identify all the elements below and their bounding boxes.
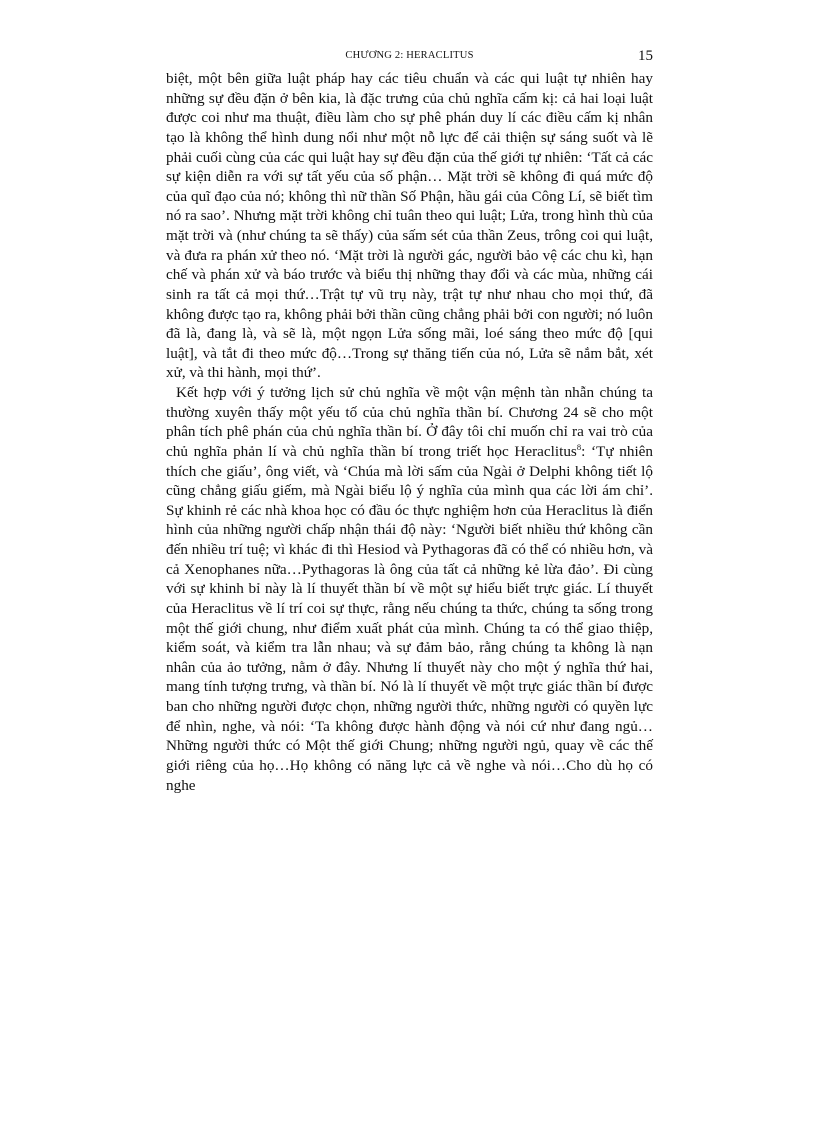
body-text bbox=[166, 69, 653, 795]
page-number: 15 bbox=[638, 48, 653, 64]
paragraph-1: biệt, một bên giữa luật pháp hay các tiêu chuẩn và các qui luật tự nhiên hay những sự đều đặn ở bên kia, là đặc trưng của chủ nghĩa cấm kị: cả hai loại luật được coi như ma thuật, điều làm cho sự phê phán duy lí các điều cấm kị nhân tạo là không thể hình dung nổi như một nỗ lực để cải thiện sự sáng suốt và lẽ phải cuối cùng của các qui luật hay sự đều đặn của thế giới tự nhiên: ‘Tất cả các sự kiện diễn ra với sự tất yếu của số phận… Mặt trời sẽ không đi quá mức độ của quĩ đạo của nó; không thì nữ thần Số Phận, hầu gái của Công Lí, sẽ biết tìm nó ra sao’. Nhưng mặt trời không chỉ tuân theo qui luật; Lửa, trong hình thù của mặt trời và (như chúng ta sẽ thấy) của sấm sét của thần Zeus, trông coi qui luật, và đưa ra phán xử theo nó. ‘Mặt trời là người gác, người bảo vệ các chu kì, hạn chế và phán xử và báo trước và biểu thị những thay đổi và các mùa, những cái sinh ra tất cả mọi thứ…Trật tự vũ trụ này, trật tự như nhau cho mọi thứ, đã không được tạo ra, không phải bởi thần cũng chẳng phải bởi con người; nó luôn đã là, đang là, và sẽ là, một ngọn Lửa sống mãi, loé sáng theo mức độ [qui luật], và tắt đi theo mức độ…Trong sự thăng tiến của nó, Lửa sẽ nắm bắt, xét xử, và thi hành, mọi thứ’. bbox=[166, 70, 653, 382]
footnote-marker: 8 bbox=[576, 441, 582, 452]
paragraph-2-text-before: Kết hợp với ý tưởng lịch sử chủ nghĩa về một vận mệnh tàn nhẫn chúng ta thường xuyên thấy một yếu tố của chủ nghĩa thần bí. Chương 24 sẽ cho một phân tích phê phán của chủ nghĩa thần bí. Ở đây tôi chỉ muốn chỉ ra vai trò của chủ nghĩa phản lí và chủ nghĩa thần bí trong triết học Heraclitus bbox=[166, 384, 653, 460]
page-header bbox=[166, 48, 653, 68]
running-head: CHƯƠNG 2: HERACLITUS bbox=[345, 50, 474, 61]
paragraph-2-text-after: : ‘Tự nhiên thích che giấu’, ông viết, và ‘Chúa mà lời sấm của Ngài ở Delphi không tiết lộ cũng chẳng giấu giếm, mà Ngài biểu lộ ý nghĩa của mình qua các lời ám chỉ’. Sự khinh rẻ các nhà khoa học có đầu óc thực nghiệm hơn của Heraclitus là điển hình của những người chấp nhận thái độ này: ‘Người biết nhiều thứ không cần đến nhiều trí tuệ; vì khác đi thì Hesiod và Pythagoras đã có thể có nhiều hơn, và cả Xenophanes nữa…Pythagoras là ông của tất cả những kẻ lừa đảo’. Đi cùng với sự khinh bỉ này là lí thuyết thần bí về một sự hiểu biết trực giác. Lí thuyết của Heraclitus về lí trí coi sự thực, rằng nếu chúng ta thức, chúng ta sống trong một thế giới chung, như điểm xuất phát của mình. Chúng ta có thể giao thiệp, kiểm soát, và kiểm tra lẫn nhau; và sự đảm bảo, rằng chúng ta không là nạn nhân của ảo tưởng, nằm ở đây. Nhưng lí thuyết này cho một ý nghĩa thứ hai, mang tính tượng trưng, và thần bí. Nó là lí thuyết về một trực giác thần bí được ban cho những người được chọn, những người thức, những người có quyền lực để nhìn, nghe, và nói: ‘Ta không được hành động và nói cứ như đang ngủ…Những người thức có Một thế giới Chung; những người ngủ, quay về các thế giới riêng của họ…Họ không có năng lực cả về nghe và nói…Cho dù họ có nghe bbox=[166, 442, 654, 794]
paragraph-2 bbox=[166, 383, 653, 795]
